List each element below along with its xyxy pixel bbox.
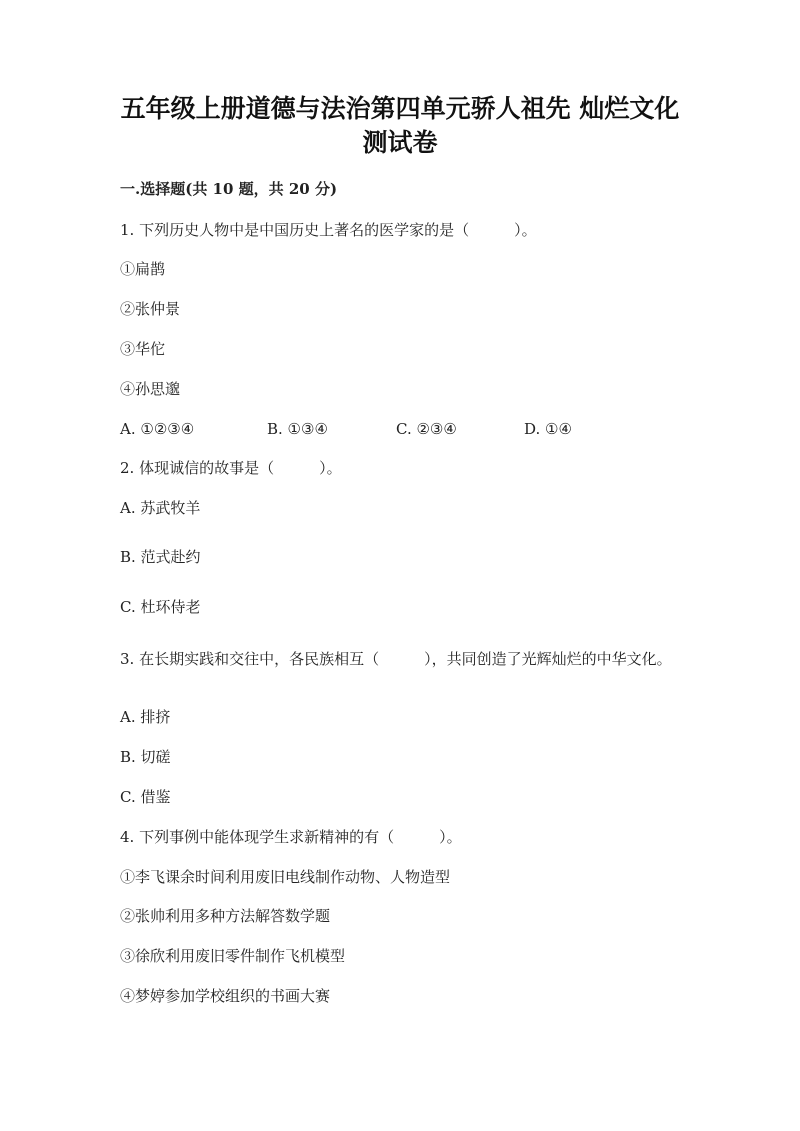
exam-title-line-1: 五年级上册道德与法治第四单元骄人祖先 灿烂文化 [120, 94, 680, 123]
question-4-item: ④梦婷参加学校组织的书画大赛 [120, 987, 331, 1005]
question-1-option-c: C. ②③④ [396, 420, 457, 438]
exam-title-line-2: 测试卷 [362, 128, 438, 157]
question-1-item: ③华佗 [120, 340, 166, 358]
question-1-item: ④孙思邈 [120, 380, 181, 398]
question-2-option-a: A. 苏武牧羊 [120, 499, 201, 517]
question-4-item: ②张帅利用多种方法解答数学题 [120, 907, 331, 925]
question-1-option-d: D. ①④ [524, 420, 572, 438]
question-1-option-b: B. ①③④ [267, 420, 328, 438]
question-1-option-a: A. ①②③④ [120, 420, 195, 438]
question-4-item: ①李飞课余时间利用废旧电线制作动物、人物造型 [120, 868, 451, 886]
question-2-option-c: C. 杜环侍老 [120, 598, 201, 616]
question-1-item: ②张仲景 [120, 300, 181, 318]
question-3-stem: 3. 在长期实践和交往中，各民族相互（ ），共同创造了光辉灿烂的中华文化。 [120, 650, 672, 668]
question-2-stem: 2. 体现诚信的故事是（ ）。 [120, 459, 342, 477]
section-heading: 一.选择题(共 10 题，共 20 分) [120, 180, 338, 198]
question-3-option-c: C. 借鉴 [120, 788, 171, 806]
question-1-options [0, 418, 800, 440]
question-4-item: ③徐欣利用废旧零件制作飞机模型 [120, 947, 346, 965]
question-3-option-b: B. 切磋 [120, 748, 171, 766]
question-4-stem: 4. 下列事例中能体现学生求新精神的有（ ）。 [120, 828, 462, 846]
question-3-option-a: A. 排挤 [120, 708, 171, 726]
question-1-stem: 1. 下列历史人物中是中国历史上著名的医学家的是（ ）。 [120, 221, 537, 239]
exam-title [0, 92, 800, 160]
question-1-item: ①扁鹊 [120, 260, 166, 278]
question-2-option-b: B. 范式赴约 [120, 548, 201, 566]
